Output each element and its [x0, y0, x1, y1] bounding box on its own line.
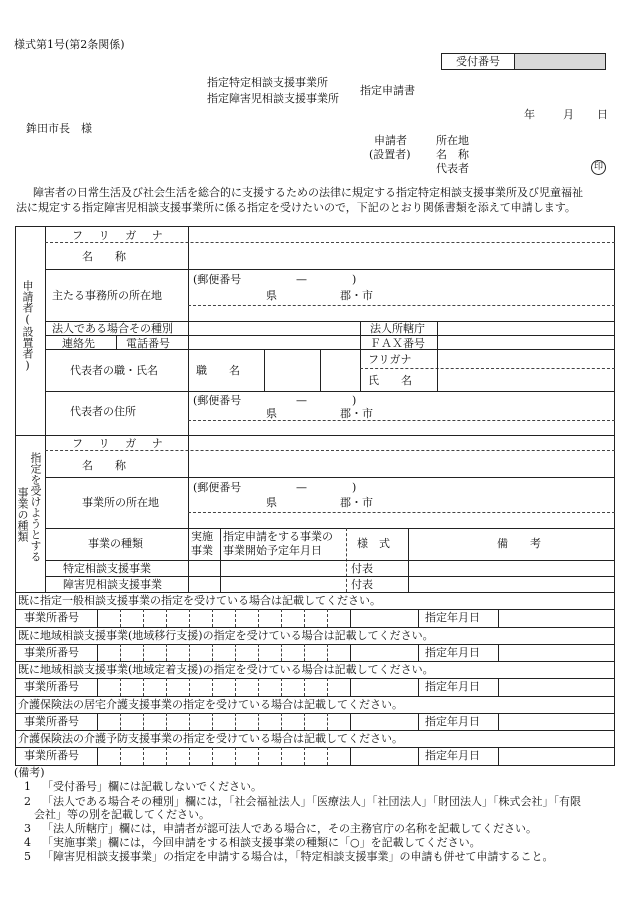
rep-position-label: 職 名 [196, 364, 240, 377]
existing-5-heading: 介護保険法の介護予防支援事業の指定を受けている場合は記載してください。 [18, 732, 403, 745]
section2-side-label-b: 事業の種類 [16, 487, 29, 542]
office-pref: 県 [266, 496, 277, 509]
col-date-header-1: 指定申請をする事業の [223, 530, 333, 543]
seal-mark: 印 [591, 160, 606, 175]
rep-postal-label: (郵便番号 [193, 394, 242, 407]
office-city: 郡・市 [340, 496, 373, 509]
section2-furigana-label: フ リ ガ ナ [72, 437, 169, 450]
note-4-num: 4 [24, 836, 31, 849]
existing-1-date-label: 指定年月日 [425, 611, 480, 624]
rep-name-field[interactable] [438, 370, 614, 390]
rep-furigana-label: フリガナ [368, 353, 412, 366]
existing-2-office-number-field[interactable] [98, 645, 350, 660]
intro-line-1: 障害者の日常生活及び社会生活を総合的に支援するための法律に規定する指定特定相談支援事業所及び児童福祉 [33, 186, 583, 199]
receipt-number-field[interactable] [514, 53, 606, 70]
corp-agency-label: 法人所轄庁 [370, 322, 425, 335]
title-line-1: 指定特定相談支援事業所 [207, 76, 328, 89]
kind-row-1-form: 付表 [351, 562, 373, 575]
note-3-text: 「法人所轄庁」欄には，申請者が認可法人である場合に，その主務官庁の名称を記載してください。 [42, 822, 537, 835]
kind-row-1-label: 特定相談支援事業 [63, 562, 151, 575]
rep-position-field[interactable] [265, 350, 320, 390]
section1-furigana-field[interactable] [189, 227, 614, 241]
kind-row-1-remarks[interactable] [409, 561, 614, 575]
receipt-label-box [441, 53, 515, 70]
existing-2-office-number-label: 事業所番号 [24, 646, 79, 659]
existing-4-date-label: 指定年月日 [425, 715, 480, 728]
corp-type-field[interactable] [189, 322, 360, 334]
section2-name-label: 名 称 [82, 459, 126, 472]
section2-furigana-field[interactable] [189, 436, 614, 450]
title-suffix: 指定申請書 [360, 84, 415, 97]
main-office-postal-dash: — [296, 273, 307, 286]
office-address-field[interactable] [189, 513, 614, 527]
applicant-label: 申請者 [374, 134, 407, 147]
office-postal-label: (郵便番号 [193, 481, 242, 494]
existing-3-office-number-label: 事業所番号 [24, 680, 79, 693]
note-1-num: 1 [24, 780, 31, 793]
kind-row-2-date[interactable] [221, 577, 345, 591]
date-day: 日 [597, 108, 608, 121]
existing-4-office-number-field[interactable] [98, 714, 350, 729]
note-2-text: 「法人である場合その種別」欄には，「社会福祉法人」「医療法人」「社団法人」「財団法人」「株式会社」「有限 [42, 795, 581, 808]
main-office-pref: 県 [266, 289, 277, 302]
existing-3-date-label: 指定年月日 [425, 680, 480, 693]
col-impl-header-1: 実施 [191, 530, 213, 543]
existing-4-office-number-label: 事業所番号 [24, 715, 79, 728]
date-month: 月 [563, 108, 574, 121]
rep-title-name-label: 代表者の職・氏名 [70, 364, 158, 377]
existing-1-heading: 既に指定一般相談支援事業の指定を受けている場合は記載してください。 [18, 594, 381, 607]
note-2-cont: 会社」等の別を記載してください。 [34, 808, 210, 821]
rep-city: 郡・市 [340, 407, 373, 420]
main-office-city: 郡・市 [340, 289, 373, 302]
rep-address-field[interactable] [189, 421, 614, 434]
existing-5-office-number-field[interactable] [98, 748, 350, 764]
intro-line-2: 法に規定する指定障害児相談支援事業所に係る指定を受けたいので，下記のとおり関係書類を添えて申請します。 [16, 201, 576, 214]
form-reference: 様式第1号(第2条関係) [14, 38, 125, 51]
fax-label: ＦＡＸ番号 [370, 337, 425, 350]
existing-4-date-field[interactable] [499, 714, 614, 729]
note-5-num: 5 [24, 850, 31, 863]
corp-type-label: 法人である場合その種別 [52, 322, 173, 335]
rep-furigana-field[interactable] [438, 350, 614, 367]
applicant-address-label: 所在地 [436, 134, 469, 147]
existing-1-office-number-label: 事業所番号 [24, 611, 79, 624]
office-address-label: 事業所の所在地 [82, 496, 159, 509]
note-5-text: 「障害児相談支援事業」の指定を申請する場合は，「特定相談支援事業」の申請も併せて申請すること。 [42, 850, 554, 863]
kind-row-2-label: 障害児相談支援事業 [63, 578, 162, 591]
rep-name-label: 氏 名 [368, 374, 412, 387]
note-1-text: 「受付番号」欄には記載しないでください。 [42, 780, 262, 793]
title-line-2: 指定障害児相談支援事業所 [207, 92, 339, 105]
existing-5-date-field[interactable] [499, 748, 614, 764]
existing-3-office-number-field[interactable] [98, 679, 350, 695]
rep-address-label: 代表者の住所 [70, 405, 136, 418]
existing-3-date-field[interactable] [499, 679, 614, 695]
col-kind-header: 事業の種類 [88, 537, 143, 550]
kind-row-1-impl[interactable] [189, 561, 219, 575]
fax-field[interactable] [438, 336, 614, 348]
office-postal-close: ) [352, 481, 357, 494]
kind-row-2-remarks[interactable] [409, 577, 614, 591]
existing-2-heading: 既に地域相談支援事業(地域移行支援)の指定を受けている場合は記載してください。 [18, 629, 434, 642]
date-year: 年 [524, 108, 535, 121]
existing-1-date-field[interactable] [499, 610, 614, 626]
kind-row-1-date[interactable] [221, 561, 345, 575]
note-2-num: 2 [24, 795, 31, 808]
col-date-header-2: 事業開始予定年月日 [223, 544, 322, 557]
contact-label: 連絡先 [62, 337, 95, 350]
main-office-label: 主たる事務所の所在地 [52, 289, 162, 302]
section1-furigana-label: フ リ ガ ナ [72, 229, 169, 242]
rep-pref: 県 [266, 407, 277, 420]
office-postal-dash: — [296, 481, 307, 494]
col-remarks-header: 備 考 [497, 537, 541, 550]
existing-1-office-number-field[interactable] [98, 610, 350, 626]
col-impl-header-2: 事業 [191, 544, 213, 557]
applicant-name-label: 名 称 [436, 148, 469, 161]
existing-2-date-label: 指定年月日 [425, 646, 480, 659]
notes-heading: (備考) [14, 766, 45, 779]
existing-5-office-number-label: 事業所番号 [24, 749, 79, 762]
note-3-num: 3 [24, 822, 31, 835]
kind-row-2-form: 付表 [351, 578, 373, 591]
applicant-label-sub: (設置者) [369, 148, 411, 161]
note-4-text: 「実施事業」欄には，今回申請をする相談支援事業の種類に「○」を記載してください。 [42, 836, 481, 849]
existing-5-date-label: 指定年月日 [425, 749, 480, 762]
main-office-postal-close: ) [352, 273, 357, 286]
kind-row-2-impl[interactable] [189, 577, 219, 591]
existing-2-date-field[interactable] [499, 645, 614, 660]
section2-name-field[interactable] [189, 451, 614, 476]
section1-name-label: 名 称 [82, 250, 126, 263]
existing-3-heading: 既に地域相談支援事業(地域定着支援)の指定を受けている場合は記載してください。 [18, 663, 434, 676]
section1-side-label: 申請者(設置者) [21, 280, 34, 372]
main-office-postal-label: (郵便番号 [193, 273, 242, 286]
phone-label: 電話番号 [126, 337, 170, 350]
applicant-rep-label: 代表者 [436, 162, 469, 175]
section2-side-label-a: 指定を受けようとする [29, 452, 42, 562]
col-form-header: 様 式 [357, 537, 390, 550]
receipt-label: 受付番号 [456, 55, 500, 68]
existing-4-heading: 介護保険法の居宅介護支援事業の指定を受けている場合は記載してください。 [18, 698, 403, 711]
rep-postal-dash: — [296, 394, 307, 407]
addressee: 鉾田市長 様 [26, 122, 92, 135]
main-office-address-field[interactable] [189, 306, 614, 320]
corp-agency-field[interactable] [438, 322, 614, 334]
rep-postal-close: ) [352, 394, 357, 407]
phone-field[interactable] [189, 336, 360, 348]
section1-name-field[interactable] [189, 243, 614, 268]
